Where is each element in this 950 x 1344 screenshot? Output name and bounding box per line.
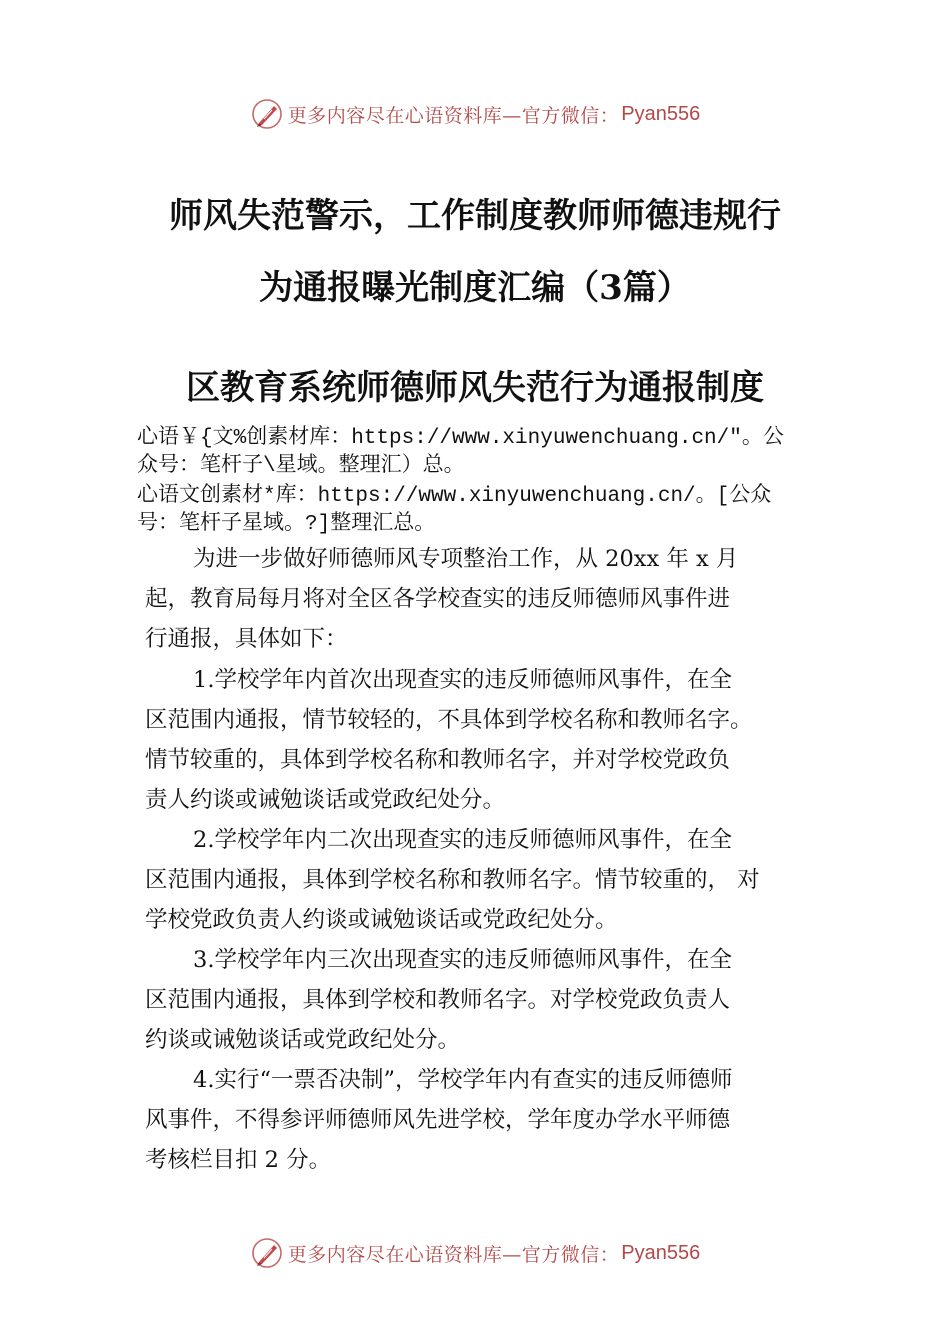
text-line: 情节较重的，具体到学校名称和教师名字，并对学校党政负 [145, 747, 731, 773]
document-title-line-2: 为通报曝光制度汇编（3篇） [259, 268, 691, 308]
source-note-line: 心语￥{文%创素材库：https://www.xinyuwenchuang.cn/″。公 [137, 427, 784, 450]
footer-banner [0, 1233, 950, 1273]
paragraph-intro [145, 539, 810, 659]
quill-logo-icon [250, 1236, 284, 1270]
source-note-1 [137, 425, 837, 481]
text-line: 4.实行“一票否决制”，学校学年内有查实的违反师德师 [193, 1067, 733, 1093]
text-line: 约谈或诫勉谈话或党政纪处分。 [145, 1027, 461, 1053]
source-note-2 [137, 483, 837, 539]
paragraph-item-4 [145, 1060, 810, 1180]
paragraph-item-3 [145, 940, 810, 1060]
quill-logo-icon [250, 97, 284, 131]
text-line: 起，教育局每月将对全区各学校查实的违反师德师风事件进 [145, 586, 731, 612]
banner-text: 更多内容尽在心语资料库—官方微信： [287, 1243, 620, 1266]
banner-wechat-id: Pyan556 [621, 102, 701, 125]
text-line: 考核栏目扣 2 分。 [145, 1147, 332, 1173]
text-line: 风事件，不得参评师德师风先进学校，学年度办学水平师德 [145, 1107, 731, 1133]
source-note-line: 心语文创素材*库：https://www.xinyuwenchuang.cn/。[公众 [137, 485, 772, 508]
text-line: 行通报，具体如下： [145, 626, 348, 652]
text-line: 区范围内通报，具体到学校和教师名字。对学校党政负责人 [145, 987, 731, 1013]
section-title: 区教育系统师德师风失范行为通报制度 [186, 368, 764, 408]
banner-wechat-id: Pyan556 [621, 1241, 701, 1264]
source-note-line: 号：笔杆子星域。?]整理汇总。 [137, 513, 436, 536]
text-line: 2.学校学年内二次出现查实的违反师德师风事件，在全 [193, 827, 732, 853]
text-line: 为进一步做好师德师风专项整治工作，从 20xx 年 x 月 [193, 546, 739, 572]
text-line: 责人约谈或诫勉谈话或党政纪处分。 [145, 787, 506, 813]
paragraph-item-1 [145, 660, 810, 820]
text-line: 3.学校学年内三次出现查实的违反师德师风事件，在全 [193, 947, 732, 973]
source-note-line: 众号：笔杆子\星域。整理汇）总。 [137, 455, 465, 478]
header-banner [0, 94, 950, 134]
text-line: 区范围内通报，具体到学校名称和教师名字。情节较重的， 对 [145, 867, 760, 893]
text-line: 学校党政负责人约谈或诫勉谈话或党政纪处分。 [145, 907, 618, 933]
paragraph-item-2 [145, 820, 810, 940]
text-line: 1.学校学年内首次出现查实的违反师德师风事件，在全 [193, 667, 732, 693]
text-line: 区范围内通报，情节较轻的，不具体到学校名称和教师名字。 [145, 707, 753, 733]
banner-text: 更多内容尽在心语资料库—官方微信： [287, 104, 620, 127]
document-title-line-1: 师风失范警示，工作制度教师师德违规行 [169, 196, 781, 236]
